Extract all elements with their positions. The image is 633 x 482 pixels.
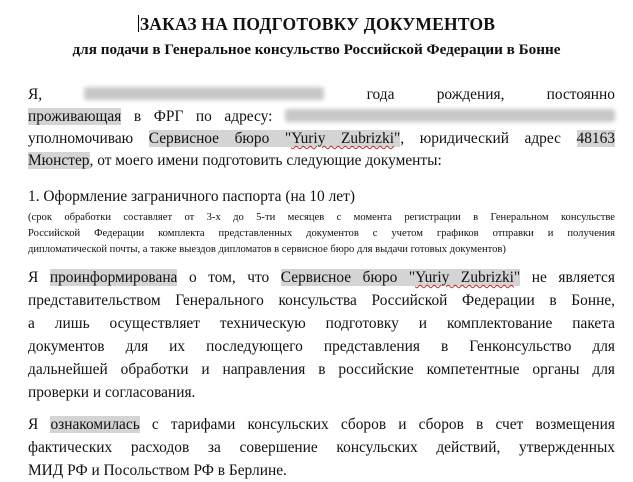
paragraph-line: Мюнстер, от моего имени подготовить следующие документы: bbox=[28, 152, 442, 169]
document-page: ЗАКАЗ НА ПОДГОТОВКУ ДОКУМЕНТОВ для подачи в Генеральное консульство Российской Федерации в Бонне Я, года рождения, постоянно проживающая в ФРГ по адресу: уполномочиваю Сервисное бюро "Yuriy Zubrizki", юридический адрес 48163 Мюнстер, от моего имени подготовить следующие документы: 1. Оформление заграничного паспорта (на 10 лет) (срок обработки составляет от 3-х до 5-ти месяцев с момента регистрации в Генеральном консульстве Российской Федерации комплекта представленных документов с учетом графиков отправки и получения дипломатической почты, а также выездов дипломатов в сервисное бюро для выдачи готовых документов) Я проинформирована о том, что Сервисное бюро "Yuriy Zubrizki" не является представительством Генерального консульства Российской Федерации в Бонне, а лишь осуществляет техническую подготовку и комплектование пакета документов для их последующего представления в Генконсульство для дальнейшей обработки и направления в российские компетентные органы для проверки и согласования. Я ознакомилась с тарифами консульских сборов и сборов в счет возмещения фактических расходов за совершение консульских действий, утвержденных МИД РФ и Посольством РФ в Берлине. bbox=[0, 0, 633, 474]
document-title: ЗАКАЗ НА ПОДГОТОВКУ ДОКУМЕНТОВ bbox=[139, 14, 496, 34]
item-heading: 1. Оформление заграничного паспорта (на 10 лет) bbox=[28, 188, 355, 205]
paragraph-line: Я ознакомилась с тарифами консульских сборов и сборов в счет возмещения bbox=[28, 416, 615, 433]
paragraph-line: Я, года рождения, постоянно bbox=[28, 86, 615, 103]
highlight-bureau-name: Сервисное бюро "Yuriy Zubrizki" bbox=[148, 130, 401, 147]
paragraph-line: Я проинформирована о том, что Сервисное бюро "Yuriy Zubrizki" не является bbox=[28, 269, 615, 286]
text-cursor bbox=[138, 15, 139, 32]
highlight-bureau-name: Сервисное бюро "Yuriy Zubrizki" bbox=[280, 269, 521, 286]
document-subtitle: для подачи в Генеральное консульство Российской Федерации в Бонне bbox=[72, 41, 561, 58]
paragraph-line: уполномочиваю Сервисное бюро "Yuriy Zubrizki", юридический адрес 48163 bbox=[28, 130, 615, 147]
paragraph-line: проживающая в ФРГ по адресу: bbox=[28, 106, 615, 128]
redacted-address bbox=[285, 109, 615, 122]
redacted-name bbox=[84, 87, 324, 100]
